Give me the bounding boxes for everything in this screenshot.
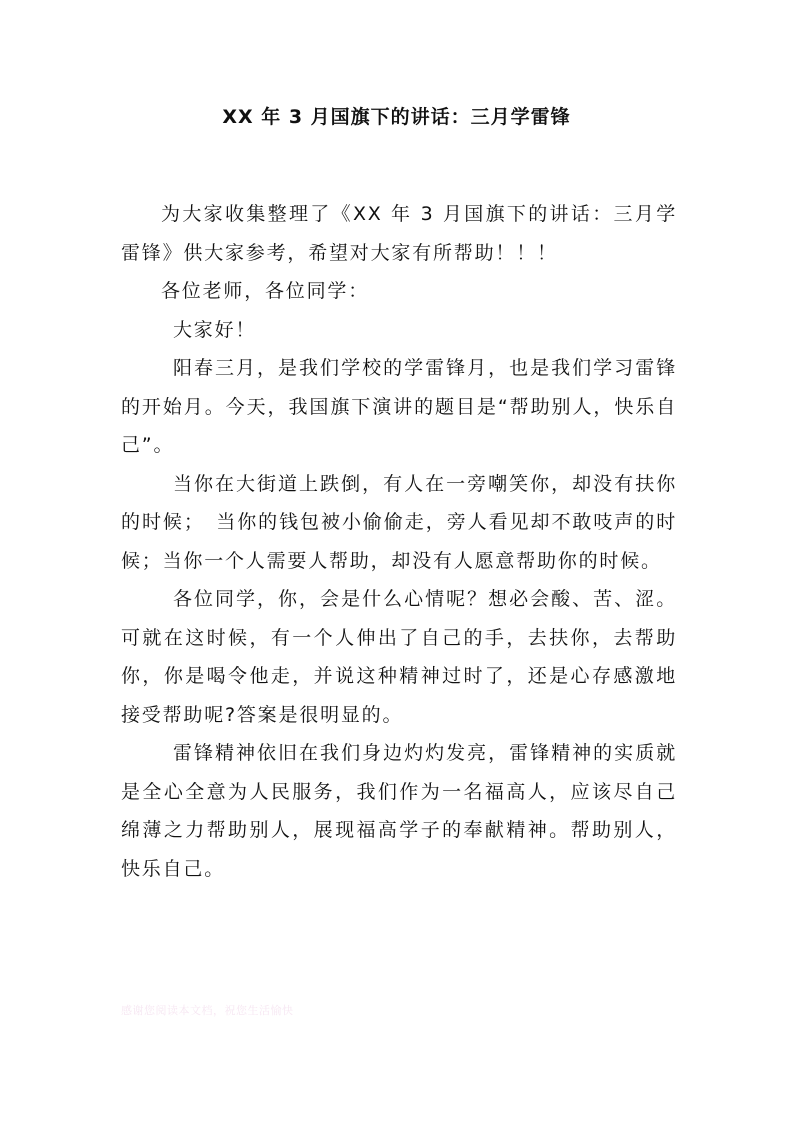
document-title: XX 年 3 月国旗下的讲话：三月学雷锋 [222, 106, 571, 128]
topic-paragraph: 阳春三月，是我们学校的学雷锋月，也是我们学习雷锋的开始月。今天，我国旗下演讲的题目是“帮助别人，快乐自己”。 [121, 357, 677, 456]
question-paragraph: 各位同学，你，会是什么心情呢？想必会酸、苦、涩。可就在这时候，有一个人伸出了自己的手，去扶你，去帮助你，你是喝令他走，并说这种精神过时了，还是心存感激地接受帮助呢?答案是很明显的。 [121, 588, 677, 726]
intro-paragraph: 为大家收集整理了《XX 年 3 月国旗下的讲话：三月学雷锋》供大家参考，希望对大家有所帮助！！！ [121, 203, 677, 264]
conclusion-paragraph: 雷锋精神依旧在我们身边灼灼发亮，雷锋精神的实质就是全心全意为人民服务，我们作为一名福高人，应该尽自己绵薄之力帮助别人，展现福高学子的奉献精神。帮助别人，快乐自己。 [121, 742, 677, 880]
footer-watermark: 感谢您阅读本文档，祝您生活愉快 [121, 1004, 294, 1017]
greeting-paragraph: 大家好！ [173, 318, 257, 341]
scenario-paragraph: 当你在大街道上跌倒，有人在一旁嘲笑你，却没有扶你的时候； 当你的钱包被小偷偷走，旁人看见却不敢吱声的时候；当你一个人需要人帮助，却没有人愿意帮助你的时候。 [121, 472, 677, 572]
salutation-paragraph: 各位老师，各位同学： [161, 280, 370, 302]
document-body [121, 195, 677, 888]
